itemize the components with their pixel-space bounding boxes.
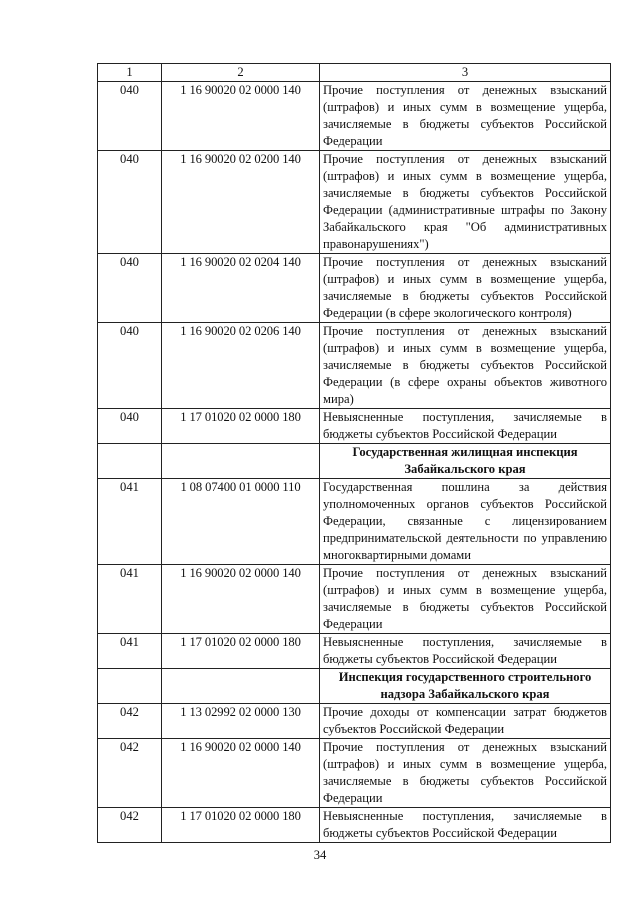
revenue-description-cell: Прочие поступления от денежных взысканий (штрафов) и иных сумм в возмещение ущерба, зачисляемые в бюджеты субъектов Российской Федерации (в сфере экологического контроля): [320, 254, 611, 323]
revenue-description-cell: Государственная пошлина за действия уполномоченных органов субъектов Российской Федерации, связанные с лицензированием предпринимательской деятельности по управлению многоквартирными домами: [320, 479, 611, 565]
revenue-description-cell: Прочие поступления от денежных взысканий (штрафов) и иных сумм в возмещение ущерба, зачисляемые в бюджеты субъектов Российской Федерации: [320, 739, 611, 808]
table-row: [98, 409, 611, 444]
revenue-code-cell: 1 16 90020 02 0000 140: [162, 82, 320, 151]
revenue-description-cell: Невыясненные поступления, зачисляемые в бюджеты субъектов Российской Федерации: [320, 409, 611, 444]
table-row: [98, 151, 611, 254]
document-page: [97, 63, 607, 843]
table-row: [98, 254, 611, 323]
table-row: [98, 634, 611, 669]
table-row: [98, 82, 611, 151]
revenue-description-cell: Прочие поступления от денежных взысканий (штрафов) и иных сумм в возмещение ущерба, зачисляемые в бюджеты субъектов Российской Федерации (административные штрафы по Закону Забайкальского края "Об административных правонарушениях"): [320, 151, 611, 254]
header-col-1: 1: [98, 64, 162, 82]
admin-code-cell: 040: [98, 323, 162, 409]
group-heading: Государственная жилищная инспекция Забайкальского края: [320, 444, 611, 479]
revenue-description-cell: Невыясненные поступления, зачисляемые в бюджеты субъектов Российской Федерации: [320, 808, 611, 843]
revenue-code-cell: 1 17 01020 02 0000 180: [162, 409, 320, 444]
table-row: [98, 323, 611, 409]
revenue-description-cell: Прочие доходы от компенсации затрат бюджетов субъектов Российской Федерации: [320, 704, 611, 739]
empty-cell: [162, 669, 320, 704]
revenue-description-cell: Прочие поступления от денежных взысканий (штрафов) и иных сумм в возмещение ущерба, зачисляемые в бюджеты субъектов Российской Федерации (в сфере охраны объектов животного мира): [320, 323, 611, 409]
revenue-codes-table: [97, 63, 611, 843]
admin-code-cell: 041: [98, 565, 162, 634]
group-heading: Инспекция государственного строительного надзора Забайкальского края: [320, 669, 611, 704]
table-row: [98, 479, 611, 565]
empty-cell: [162, 444, 320, 479]
revenue-code-cell: 1 16 90020 02 0000 140: [162, 565, 320, 634]
table-header-row: [98, 64, 611, 82]
table-group-row: [98, 669, 611, 704]
revenue-code-cell: 1 16 90020 02 0000 140: [162, 739, 320, 808]
admin-code-cell: 041: [98, 479, 162, 565]
revenue-code-cell: 1 16 90020 02 0206 140: [162, 323, 320, 409]
table-row: [98, 808, 611, 843]
table-row: [98, 739, 611, 808]
admin-code-cell: 040: [98, 409, 162, 444]
revenue-code-cell: 1 08 07400 01 0000 110: [162, 479, 320, 565]
admin-code-cell: 042: [98, 739, 162, 808]
revenue-code-cell: 1 16 90020 02 0200 140: [162, 151, 320, 254]
header-col-2: 2: [162, 64, 320, 82]
admin-code-cell: 040: [98, 82, 162, 151]
revenue-code-cell: 1 16 90020 02 0204 140: [162, 254, 320, 323]
revenue-code-cell: 1 17 01020 02 0000 180: [162, 634, 320, 669]
revenue-code-cell: 1 17 01020 02 0000 180: [162, 808, 320, 843]
table-group-row: [98, 444, 611, 479]
revenue-description-cell: Прочие поступления от денежных взысканий (штрафов) и иных сумм в возмещение ущерба, зачисляемые в бюджеты субъектов Российской Федерации: [320, 565, 611, 634]
page-number: 34: [313, 848, 327, 862]
revenue-description-cell: Прочие поступления от денежных взысканий (штрафов) и иных сумм в возмещение ущерба, зачисляемые в бюджеты субъектов Российской Федерации: [320, 82, 611, 151]
admin-code-cell: 040: [98, 254, 162, 323]
admin-code-cell: 042: [98, 704, 162, 739]
admin-code-cell: 042: [98, 808, 162, 843]
revenue-code-cell: 1 13 02992 02 0000 130: [162, 704, 320, 739]
table-row: [98, 565, 611, 634]
admin-code-cell: 040: [98, 151, 162, 254]
header-col-3: 3: [320, 64, 611, 82]
admin-code-cell: 041: [98, 634, 162, 669]
revenue-description-cell: Невыясненные поступления, зачисляемые в бюджеты субъектов Российской Федерации: [320, 634, 611, 669]
empty-cell: [98, 669, 162, 704]
table-row: [98, 704, 611, 739]
empty-cell: [98, 444, 162, 479]
